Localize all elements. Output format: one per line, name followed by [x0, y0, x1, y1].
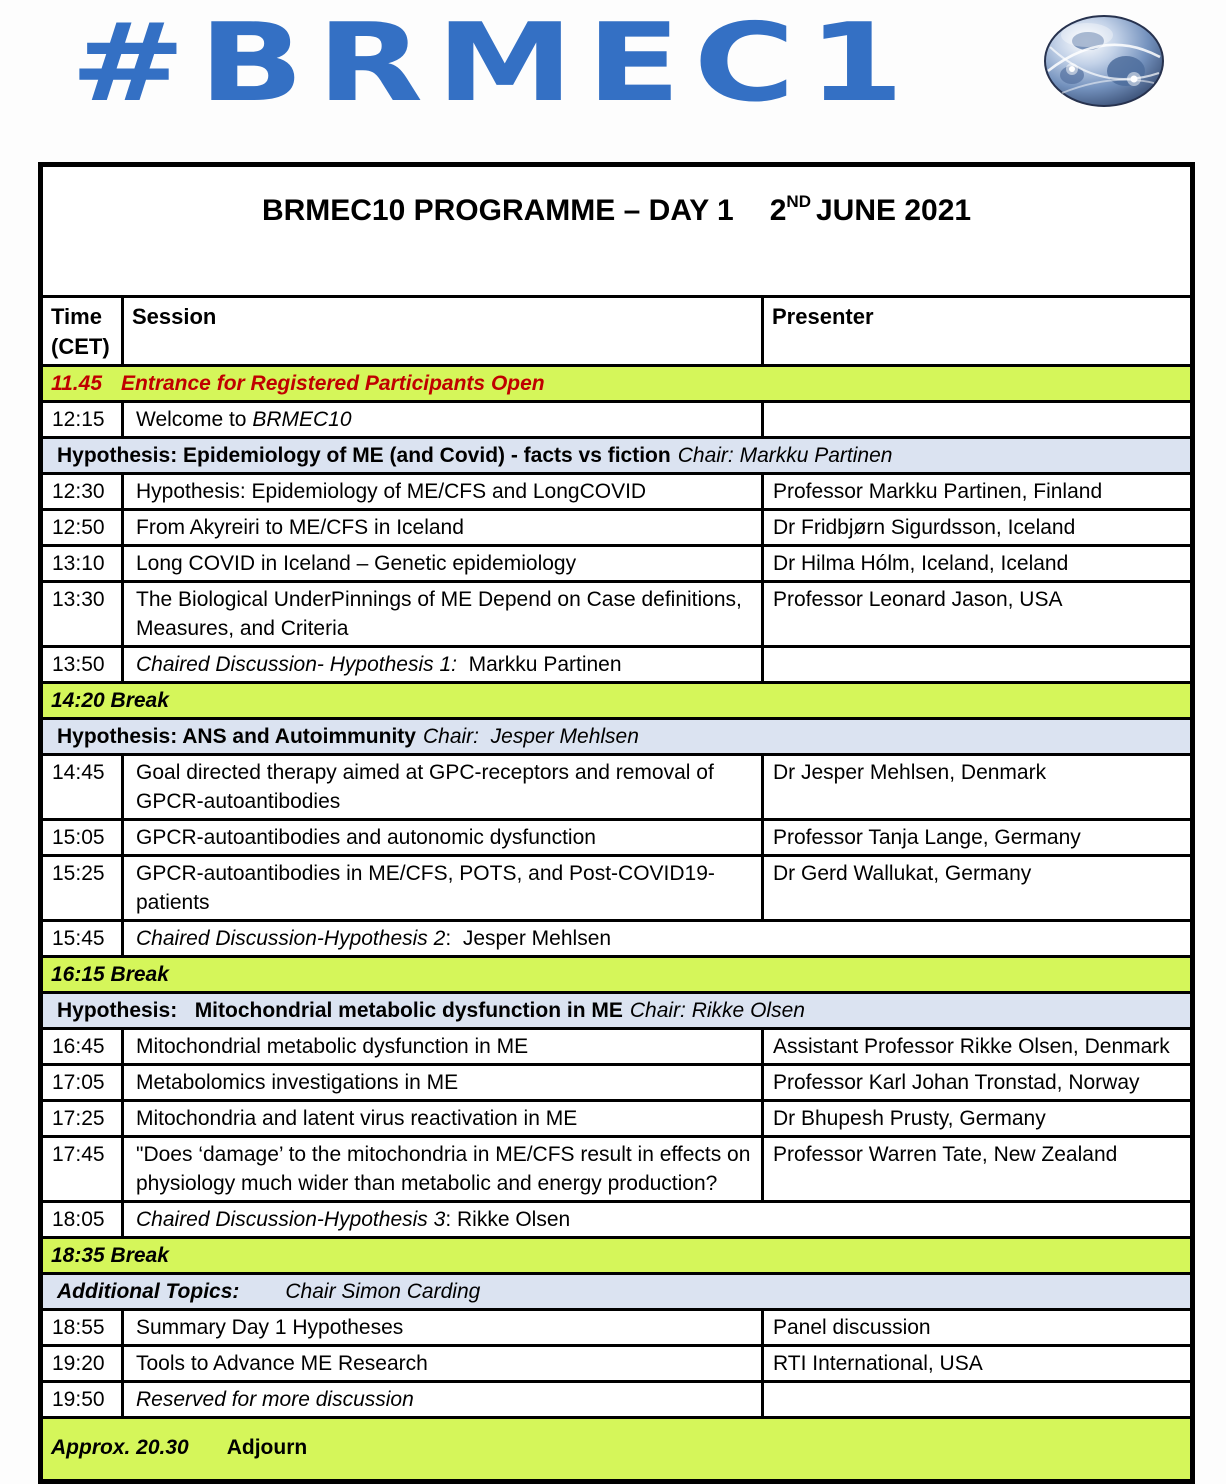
time-cell: 15:45	[41, 921, 123, 957]
section-chair: Chair Simon Carding	[285, 1280, 481, 1303]
time-cell: 14:45	[41, 755, 123, 820]
logo-banner	[0, 0, 1226, 126]
section-heading: Hypothesis: Mitochondrial metabolic dysfunction in ME	[57, 999, 623, 1022]
section-heading: Additional Topics:	[57, 1280, 240, 1303]
session-cell: GPCR-autoantibodies and autonomic dysfunction	[123, 820, 763, 856]
notice-row	[41, 366, 1193, 402]
adjourn-cell	[41, 1418, 1193, 1482]
presenter-cell	[763, 402, 1193, 438]
time-cell: 12:30	[41, 474, 123, 510]
col-header-presenter: Presenter	[763, 297, 1193, 366]
presenter-cell: Professor Karl Johan Tronstad, Norway	[763, 1065, 1193, 1101]
section-heading: Hypothesis: ANS and Autoimmunity	[57, 725, 416, 748]
section-row	[41, 719, 1193, 755]
session-cell: Summary Day 1 Hypotheses	[123, 1310, 763, 1346]
time-cell: 19:50	[41, 1382, 123, 1418]
section-chair: Chair: Rikke Olsen	[629, 999, 805, 1022]
globe-icon	[1042, 13, 1168, 116]
time-cell: 13:50	[41, 647, 123, 683]
header-row	[41, 297, 1193, 366]
break-cell: 16:15 Break	[41, 957, 1193, 993]
table-row	[41, 546, 1193, 582]
page-title	[41, 165, 1193, 297]
presenter-cell: Dr Jesper Mehlsen, Denmark	[763, 755, 1193, 820]
section-row	[41, 993, 1193, 1029]
notice-label: Entrance for Registered Participants Open	[121, 372, 545, 395]
section-cell	[41, 719, 1193, 755]
notice-cell	[41, 366, 1193, 402]
time-cell: 17:05	[41, 1065, 123, 1101]
presenter-cell	[763, 1382, 1193, 1418]
time-cell: 19:20	[41, 1346, 123, 1382]
table-row	[41, 474, 1193, 510]
session-cell: Hypothesis: Epidemiology of ME/CFS and LongCOVID	[123, 474, 763, 510]
adjourn-row	[41, 1418, 1193, 1482]
section-chair: Chair: Markku Partinen	[677, 444, 893, 467]
presenter-cell	[763, 647, 1193, 683]
session-cell: The Biological UnderPinnings of ME Depend on Case definitions, Measures, and Criteria	[123, 582, 763, 647]
time-cell: 13:30	[41, 582, 123, 647]
logo-text: #BRMEC1	[70, 1, 917, 126]
presenter-cell: Dr Bhupesh Prusty, Germany	[763, 1101, 1193, 1137]
section-cell	[41, 1274, 1193, 1310]
session-cell: Mitochondrial metabolic dysfunction in ME	[123, 1029, 763, 1065]
presenter-cell: Dr Hilma Hólm, Iceland, Iceland	[763, 546, 1193, 582]
time-cell: 18:05	[41, 1202, 123, 1238]
session-cell: Goal directed therapy aimed at GPC-receptors and removal of GPCR-autoantibodies	[123, 755, 763, 820]
time-cell: 16:45	[41, 1029, 123, 1065]
section-row	[41, 1274, 1193, 1310]
col-header-session: Session	[123, 297, 763, 366]
time-cell: 18:55	[41, 1310, 123, 1346]
title-ordinal: ND	[786, 192, 811, 211]
section-row	[41, 438, 1193, 474]
table-row	[41, 510, 1193, 546]
table-row	[41, 582, 1193, 647]
session-cell: Reserved for more discussion	[123, 1382, 763, 1418]
time-cell: 13:10	[41, 546, 123, 582]
title-row	[41, 165, 1193, 297]
table-row	[41, 1029, 1193, 1065]
break-row	[41, 683, 1193, 719]
time-cell: 17:45	[41, 1137, 123, 1202]
time-cell: 12:50	[41, 510, 123, 546]
presenter-cell: Assistant Professor Rikke Olsen, Denmark	[763, 1029, 1193, 1065]
table-row	[41, 1137, 1193, 1202]
presenter-cell: Professor Markku Partinen, Finland	[763, 474, 1193, 510]
table-row	[41, 755, 1193, 820]
session-cell: GPCR-autoantibodies in ME/CFS, POTS, and Post-COVID19-patients	[123, 856, 763, 921]
presenter-cell: Dr Fridbjørn Sigurdsson, Iceland	[763, 510, 1193, 546]
table-row	[41, 1065, 1193, 1101]
table-row	[41, 1346, 1193, 1382]
session-cell: Metabolomics investigations in ME	[123, 1065, 763, 1101]
table-row	[41, 856, 1193, 921]
table-row	[41, 1310, 1193, 1346]
session-cell: From Akyreiri to ME/CFS in Iceland	[123, 510, 763, 546]
session-cell: Chaired Discussion-Hypothesis 3: Rikke Olsen	[123, 1202, 1193, 1238]
section-heading: Hypothesis: Epidemiology of ME (and Covid) - facts vs fiction	[57, 444, 671, 467]
adjourn-label: Adjourn	[226, 1436, 308, 1459]
title-main: BRMEC10 PROGRAMME – DAY 1	[261, 194, 734, 227]
presenter-cell: Professor Tanja Lange, Germany	[763, 820, 1193, 856]
col-header-time: Time (CET)	[41, 297, 123, 366]
table-row	[41, 1202, 1193, 1238]
table-row	[41, 647, 1193, 683]
time-cell: 15:25	[41, 856, 123, 921]
time-cell: 15:05	[41, 820, 123, 856]
presenter-cell: Panel discussion	[763, 1310, 1193, 1346]
time-cell: 17:25	[41, 1101, 123, 1137]
notice-time: 11.45	[51, 372, 102, 395]
break-row	[41, 957, 1193, 993]
table-row	[41, 921, 1193, 957]
session-cell: "Does ‘damage’ to the mitochondria in ME/CFS result in effects on physiology much wider than metabolic and energy production?	[123, 1137, 763, 1202]
presenter-cell: Professor Leonard Jason, USA	[763, 582, 1193, 647]
presenter-cell: Professor Warren Tate, New Zealand	[763, 1137, 1193, 1202]
section-cell	[41, 993, 1193, 1029]
title-date: 2ND JUNE 2021	[769, 192, 972, 227]
time-cell: 12:15	[41, 402, 123, 438]
adjourn-time: Approx. 20.30	[51, 1436, 189, 1459]
session-cell: Chaired Discussion-Hypothesis 2: Jesper Mehlsen	[123, 921, 1193, 957]
presenter-cell: Dr Gerd Wallukat, Germany	[763, 856, 1193, 921]
break-cell: 18:35 Break	[41, 1238, 1193, 1274]
table-row	[41, 1101, 1193, 1137]
session-cell: Chaired Discussion- Hypothesis 1: Markku Partinen	[123, 647, 763, 683]
session-cell: Tools to Advance ME Research	[123, 1346, 763, 1382]
section-chair: Chair: Jesper Mehlsen	[422, 725, 639, 748]
presenter-cell: RTI International, USA	[763, 1346, 1193, 1382]
break-row	[41, 1238, 1193, 1274]
break-cell: 14:20 Break	[41, 683, 1193, 719]
table-row	[41, 820, 1193, 856]
session-cell: Mitochondria and latent virus reactivation in ME	[123, 1101, 763, 1137]
session-cell: Welcome to BRMEC10	[123, 402, 763, 438]
section-cell	[41, 438, 1193, 474]
table-row	[41, 1382, 1193, 1418]
programme-table	[38, 162, 1195, 1484]
table-row	[41, 402, 1193, 438]
session-cell: Long COVID in Iceland – Genetic epidemiology	[123, 546, 763, 582]
